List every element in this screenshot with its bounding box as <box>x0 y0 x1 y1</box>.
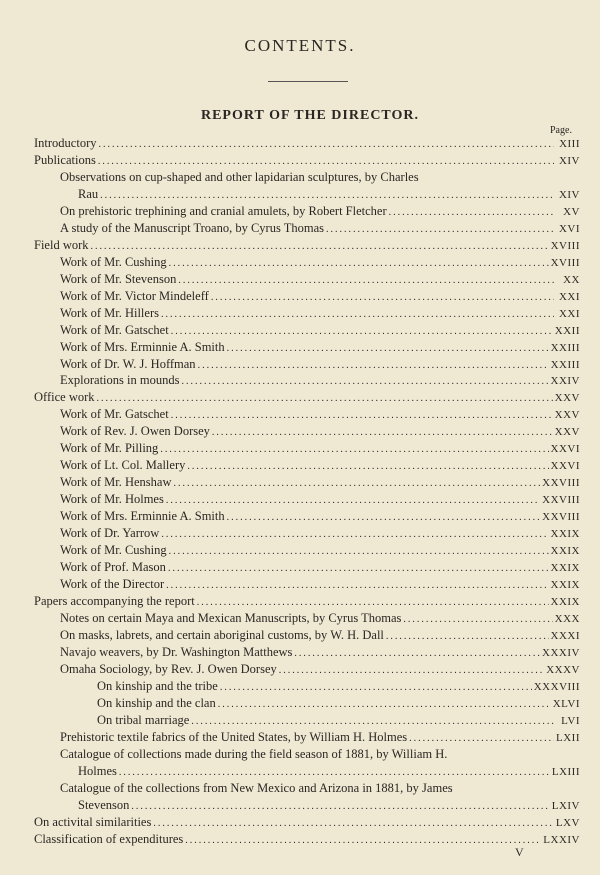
toc-entry-label: Work of Mr. Henshaw <box>60 475 172 489</box>
toc-entry-label: A study of the Manuscript Troano, by Cyrus Thomas <box>60 221 325 235</box>
toc-entry <box>78 186 580 203</box>
toc-page-number: XXVI <box>550 460 580 472</box>
toc-entry-label: Stevenson <box>78 798 130 812</box>
toc-entry <box>60 440 580 457</box>
toc-page-number: XIII <box>559 138 580 150</box>
toc-entry <box>60 356 580 373</box>
toc-entry-label: Work of Prof. Mason <box>60 560 166 574</box>
toc-entry-label: Navajo weavers, by Dr. Washington Matthews <box>60 645 293 659</box>
toc-page-number: LXIII <box>551 766 580 778</box>
dot-leader <box>131 798 549 815</box>
toc-entry <box>97 712 580 729</box>
toc-page-number: XLVI <box>552 698 580 710</box>
toc-page-number: XXVIII <box>542 494 580 506</box>
dot-leader <box>166 492 540 509</box>
toc-entry-label: Work of Mr. Pilling <box>60 441 159 455</box>
dot-leader <box>227 509 541 526</box>
toc-page-number: XXI <box>558 308 580 320</box>
dot-leader <box>153 815 554 832</box>
toc-page-number: LXII <box>556 732 580 744</box>
toc-entry <box>60 372 580 389</box>
dot-leader <box>218 696 551 713</box>
dot-leader <box>171 323 553 340</box>
dot-leader <box>326 221 554 238</box>
toc-page-number: XXXIV <box>542 647 580 659</box>
toc-entry <box>60 305 580 322</box>
page-title: CONTENTS. <box>244 36 356 55</box>
dot-leader <box>220 679 532 696</box>
toc-page-number: LVI <box>561 715 580 727</box>
toc-entry-label: Work of Mr. Hillers <box>60 306 159 320</box>
toc-entry-label: Omaha Sociology, by Rev. J. Owen Dorsey <box>60 662 277 676</box>
dot-leader <box>389 204 554 221</box>
toc-entry <box>34 135 580 152</box>
toc-entry-label: Notes on certain Maya and Mexican Manuscripts, by Cyrus Thomas <box>60 611 402 625</box>
toc-page-number: XXIX <box>550 562 580 574</box>
toc-entry <box>60 220 580 237</box>
dot-leader <box>181 373 548 390</box>
toc-entry <box>60 508 580 525</box>
toc-page-number: XXXI <box>550 630 580 642</box>
toc-page-number: XXIV <box>550 375 580 387</box>
toc-entry <box>34 593 580 610</box>
dot-leader <box>98 153 554 170</box>
toc-entry-label: Field work <box>34 238 89 252</box>
toc-entry-label: Work of Mr. Victor Mindeleff <box>60 289 209 303</box>
toc-page-number: XXIX <box>550 528 580 540</box>
toc-entry-text: Catalogue of the collections from New Mexico and Arizona in 1881, by James <box>60 781 453 795</box>
toc-entry <box>34 831 580 848</box>
toc-page-number: XVIII <box>550 257 580 269</box>
toc-entry <box>60 474 580 491</box>
toc-entry <box>60 288 580 305</box>
toc-entry-label: Work of Rev. J. Owen Dorsey <box>60 424 210 438</box>
toc-page-number: XXIII <box>550 342 580 354</box>
dot-leader <box>403 611 552 628</box>
dot-leader <box>91 238 549 255</box>
toc-page-number: XVI <box>558 223 580 235</box>
dot-leader <box>212 424 553 441</box>
toc-entry-label: On kinship and the tribe <box>97 679 218 693</box>
dot-leader <box>211 289 554 306</box>
toc-page-number: XIV <box>558 155 580 167</box>
toc-page-number: XXV <box>554 426 580 438</box>
toc-entry-label: On tribal marriage <box>97 713 190 727</box>
dot-leader <box>386 628 549 645</box>
toc-page-number: XVIII <box>550 240 580 252</box>
dot-leader <box>171 407 553 424</box>
toc-entry <box>60 627 580 644</box>
dot-leader <box>166 577 548 594</box>
dot-leader <box>191 713 554 730</box>
toc-entry <box>34 152 580 169</box>
dot-leader <box>197 594 549 611</box>
toc-entry-label: Holmes <box>78 764 117 778</box>
toc-page-number: LXXIV <box>543 834 580 846</box>
toc-entry-label: Rau <box>78 187 99 201</box>
toc-entry-label: Work of Dr. W. J. Hoffman <box>60 357 196 371</box>
toc-entry-label: Work of Mr. Cushing <box>60 255 167 269</box>
dot-leader <box>169 543 549 560</box>
dot-leader <box>185 832 541 849</box>
dot-leader <box>119 764 550 781</box>
toc-entry <box>60 576 580 593</box>
dot-leader <box>279 662 544 679</box>
toc-entry-label: Work of Mr. Holmes <box>60 492 164 506</box>
toc-entry <box>60 525 580 542</box>
toc-entry-label: Work of Mrs. Erminnie A. Smith <box>60 509 225 523</box>
title-rule <box>268 81 348 82</box>
toc-entry <box>60 271 580 288</box>
toc-entry <box>60 542 580 559</box>
toc-entry-label: Work of Mrs. Erminnie A. Smith <box>60 340 225 354</box>
toc-entry <box>60 644 580 661</box>
section-heading: REPORT OF THE DIRECTOR. <box>200 108 420 123</box>
toc-entry-label: Work of Dr. Yarrow <box>60 526 160 540</box>
dot-leader <box>168 560 549 577</box>
toc-entry-label: Work of Mr. Cushing <box>60 543 167 557</box>
toc-entry <box>78 763 580 780</box>
toc-entry <box>60 423 580 440</box>
toc-entry <box>34 814 580 831</box>
toc-entry-label: On prehistoric trephining and cranial amulets, by Robert Fletcher <box>60 204 387 218</box>
toc-entry <box>34 389 580 406</box>
toc-entry-label: Work of the Director <box>60 577 165 591</box>
toc-entry <box>78 797 580 814</box>
toc-entry-label: Introductory <box>34 136 97 150</box>
toc-page-number: XXVIII <box>542 511 580 523</box>
toc-entry-text: Catalogue of collections made during the field season of 1881, by William H. <box>60 747 448 761</box>
toc-entry-label: On kinship and the clan <box>97 696 216 710</box>
dot-leader <box>169 255 549 272</box>
toc-page-number: XIV <box>558 189 580 201</box>
toc-entry <box>60 610 580 627</box>
dot-leader <box>173 475 540 492</box>
toc-page-number: XXV <box>554 409 580 421</box>
toc-entry <box>60 491 580 508</box>
toc-entry-label: Work of Mr. Gatschet <box>60 323 169 337</box>
toc-page-number: LXIV <box>551 800 580 812</box>
dot-leader <box>409 730 554 747</box>
toc-entry <box>60 729 580 746</box>
toc-entry <box>60 254 580 271</box>
toc-entry-label: Work of Mr. Stevenson <box>60 272 177 286</box>
toc-page-number: XXIX <box>550 545 580 557</box>
toc-entry <box>97 678 580 695</box>
toc-entry <box>34 237 580 254</box>
dot-leader <box>178 272 554 289</box>
toc-entry <box>60 322 580 339</box>
toc-entry <box>60 203 580 220</box>
dot-leader <box>294 645 540 662</box>
dot-leader <box>227 340 549 357</box>
dot-leader <box>97 390 553 407</box>
toc-entry-text: Observations on cup-shaped and other lapidarian sculptures, by Charles <box>60 170 419 184</box>
dot-leader <box>98 136 554 153</box>
page-column-label: Page. <box>550 125 572 136</box>
toc-entry-label: Work of Lt. Col. Mallery <box>60 458 186 472</box>
toc-entry-label: Office work <box>34 390 95 404</box>
toc-entry <box>60 339 580 356</box>
dot-leader <box>100 187 554 204</box>
toc-page-number: XXII <box>554 325 580 337</box>
toc-page-number: XXI <box>558 291 580 303</box>
toc-entry-label: Papers accompanying the report <box>34 594 195 608</box>
dot-leader <box>161 526 548 543</box>
dot-leader <box>160 441 548 458</box>
toc-entry <box>60 661 580 678</box>
toc-entry-label: On masks, labrets, and certain aboriginal customs, by W. H. Dall <box>60 628 384 642</box>
toc-entry-label: Publications <box>34 153 96 167</box>
toc-page-number: LXV <box>555 817 580 829</box>
toc-page-number: XXIX <box>550 596 580 608</box>
toc-page-number: XV <box>563 206 580 218</box>
toc-entry <box>60 457 580 474</box>
dot-leader <box>161 306 554 323</box>
toc-entry-label: Classification of expenditures <box>34 832 184 846</box>
toc-entry <box>60 559 580 576</box>
toc-entry-label: Prehistoric textile fabrics of the United States, by William H. Holmes <box>60 730 408 744</box>
toc-entry-label: On activital similarities <box>34 815 152 829</box>
toc-entry <box>97 695 580 712</box>
folio-number: V <box>515 845 524 859</box>
toc-page-number: XXXV <box>546 664 580 676</box>
toc-page-number: XXX <box>554 613 580 625</box>
toc-page-number: XXIX <box>550 579 580 591</box>
dot-leader <box>187 458 548 475</box>
toc-page-number: XXVI <box>550 443 580 455</box>
toc-entry <box>60 406 580 423</box>
toc-page-number: XXVIII <box>542 477 580 489</box>
toc-entry-label: Explorations in mounds <box>60 373 180 387</box>
toc-entry-label: Work of Mr. Gatschet <box>60 407 169 421</box>
toc-page-number: XXV <box>554 392 580 404</box>
toc-page-number: XX <box>563 274 580 286</box>
toc-page-number: XXIII <box>550 359 580 371</box>
toc-page-number: XXXVIII <box>533 681 580 693</box>
